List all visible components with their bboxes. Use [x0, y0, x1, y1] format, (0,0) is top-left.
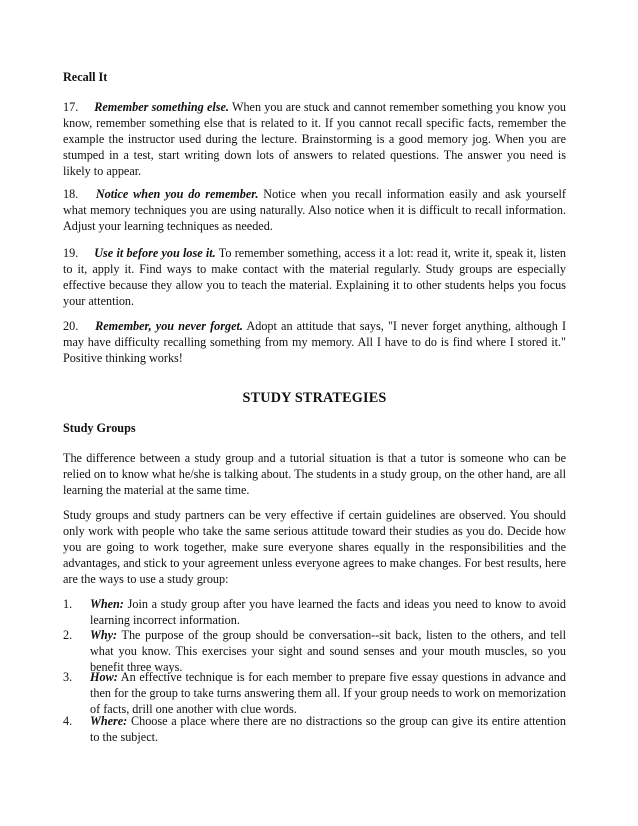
section-title: STUDY STRATEGIES: [242, 390, 387, 406]
list-number: 3.: [63, 670, 73, 684]
list-number: 4.: [63, 714, 73, 728]
list-lead: When:: [90, 597, 124, 611]
list-number: 2.: [63, 628, 73, 642]
recall-item-17: [63, 99, 566, 179]
list-text: Join a study group after you have learned the facts and ideas you need to know to avoid learning incorrect information.: [90, 597, 566, 627]
item-number: 17.: [63, 100, 79, 114]
item-text: Adopt an attitude that says, "I never forget anything, although I may have difficulty recalling something from my memory. All I have to do is find where I stored it." Positive thinking works!: [63, 319, 567, 365]
list-lead: How:: [90, 670, 118, 684]
list-number: 1.: [63, 597, 73, 611]
recall-item-19: [63, 245, 566, 309]
list-text-block: [90, 627, 566, 675]
list-text-block: [90, 669, 566, 717]
list-text: The purpose of the group should be conversation--sit back, listen to the others, and tell what you know. This exercises your sight and sound senses and your mouth muscles, so you benefit three ways.: [90, 628, 566, 674]
list-text: An effective technique is for each member to prepare five essay questions in advance and then for the group to take turns answering them all. If your group needs to work on memorization of facts, drill one another with clue words.: [90, 670, 566, 716]
recall-item-18: [63, 186, 566, 234]
item-lead: Use it before you lose it.: [94, 246, 216, 260]
item-text: When you are stuck and cannot remember something you know you know, remember something else that is related to it. If you cannot recall specific facts, remember the example the instructor used during the lecture. Brainstorming is a good memory jog. When you are stumped in a test, start writing down lots of answers to related questions. The answer you need is likely to appear.: [63, 100, 567, 178]
list-text-block: [90, 596, 566, 628]
study-groups-paragraph-1: The difference between a study group and a tutorial situation is that a tutor is someone who can be relied on to know what he/she is talking about. The students in a study group, on the other hand, are all learning the material at the same time.: [63, 451, 566, 497]
list-lead: Why:: [90, 628, 118, 642]
list-text: Choose a place where there are no distractions so the group can give its entire attention to the subject.: [90, 714, 566, 744]
item-text: To remember something, access it a lot: read it, write it, speak it, listen to it, apply it. Find ways to make contact with the material regularly. Study groups are especially effective because they allow you to teach the material. Explaining it to other students helps you focus your attention.: [63, 246, 567, 308]
recall-item-20: [63, 318, 566, 366]
study-groups-paragraph-2: Study groups and study partners can be very effective if certain guidelines are observed. You should only work with people who take the same serious attitude toward their studies as you do. Decide how you are going to work together, make sure everyone shares equally in the responsibilities and the advantages, and stick to your agreement unless everyone agrees to make changes. For best results, here are the ways to use a study group:: [63, 508, 566, 586]
item-number: 18.: [63, 187, 79, 201]
item-lead: Notice when you do remember.: [95, 187, 259, 201]
item-lead: Remember something else.: [94, 100, 229, 114]
item-lead: Remember, you never forget.: [95, 319, 243, 333]
item-number: 20.: [63, 319, 79, 333]
recall-heading: Recall It: [63, 70, 108, 84]
list-lead: Where:: [90, 714, 128, 728]
study-groups-heading: Study Groups: [63, 421, 136, 435]
list-text-block: [90, 713, 566, 745]
item-text: Notice when you recall information easily and ask yourself what memory techniques you are using naturally. Also notice when it is difficult to recall information. Adjust your learning techniques as needed.: [63, 187, 566, 233]
item-number: 19.: [63, 246, 79, 260]
